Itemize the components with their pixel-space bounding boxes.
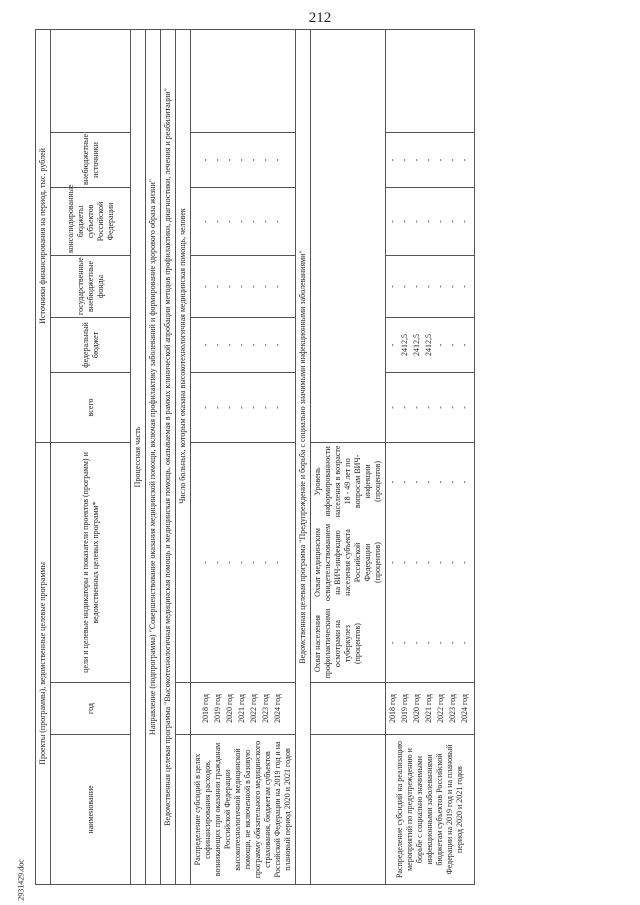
header-targets: цели и целевые индикаторы и показатели проектов (программ) и ведомственных целевых программ* [51,442,131,682]
header-federal: федеральный бюджет [51,317,131,372]
program1-extra: - - - - - - - [191,132,296,187]
program1-federal: - - - - - - - [191,317,296,372]
program2-indicator-3: Уровень информированности населения в возрасте 18 - 49 лет по вопросам ВИЧ-инфекции (процентов) [313,445,382,518]
footer-filename: 2931429.doc [16,859,26,901]
program2-total: - - - - - - - [386,372,475,442]
page-number: 212 [308,10,332,26]
program2-indicator-2: Охват медицинским освидетельствованием на ВИЧ-инфекцию населения субъекта Российской Федерации (процентов) [313,523,382,602]
rotated-table-area [35,30,605,885]
program2-federal: - 2412,5 2412,5 2412,5 - - - [386,317,475,372]
header-year: год [51,683,131,735]
program1-name: Распределение субсидий в целях софинансирования расходов, возникающих при оказании гражданам Российской Федерации высокотехнологичной медицинской помощи, не включенной в базовую программу обязательного медицинского страхования, бюджетам субъектов Российской Федерации на 2019 год и на плановый период 2020 и 2021 годов [191,735,296,885]
process-part: Процессная часть [131,29,146,884]
program1-consolidated: - - - - - - - [191,187,296,255]
header-extra-pad [51,29,131,132]
program2-funds: - - - - - - - [386,255,475,317]
program2-years: 2018 год 2019 год 2020 год 2021 год 2022 год 2023 год 2024 год [386,683,475,735]
header-projects: Проекты (программы), ведомственные целевые программы [36,442,51,884]
program2-name: Распределение субсидий на реализацию мероприятий по предупреждению и борьбе с социально значимыми инфекционными заболеваниями бюджетам субъектов Российской Федерации на 2019 год и на плановый период 2020 и 2021 годов [386,735,475,885]
header-name: наименование [51,735,131,885]
program2-indicators [311,442,386,682]
header-extra: внебюджетные источники [51,132,131,187]
program2-title: Ведомственная целевая программа "Предупреждение и борьба с социально значимыми инфекционными заболеваниями" [296,29,311,884]
document-footer [14,859,28,901]
program2-extra: - - - - - - - [386,132,475,187]
program1-indicator: Число больных, которым оказана высокотехнологичная медицинская помощь, человек [176,29,191,682]
program1-years: 2018 год 2019 год 2020 год 2021 год 2022 год 2023 год 2024 год [191,683,296,735]
direction-title: Направление (подпрограмма) "Совершенствование оказания медицинской помощи, включая профилактику заболеваний и формирование здорового образа жизни" [146,29,161,884]
program1-total: - - - - - - - [191,372,296,442]
program2-indicator-1: Охват населения профилактическими осмотрами на туберкулез (процентов) [313,608,362,679]
program2-consolidated: - - - - - - - [386,187,475,255]
program2-indicator-values: - - - - - - - - - - - - - - - - - - - - - [386,442,475,682]
program1-funds: - - - - - - - [191,255,296,317]
header-consolidated: консолидированные бюджеты субъектов Российской Федерации [51,187,131,255]
program1-title: Ведомственная целевая программа "Высокотехнологичная медицинская помощь и медицинская помощь, оказываемая в рамках клинической апробации методов профилактики, диагностики, лечения и реабилитации" [161,29,176,884]
financing-table [35,29,475,885]
header-sources: Источники финансирования на период, тыс. рублей [36,29,51,442]
header-total: всего [51,372,131,442]
program1-targets: - - - - - - - [191,442,296,682]
header-funds: государственные внебюджетные фонды [51,255,131,317]
